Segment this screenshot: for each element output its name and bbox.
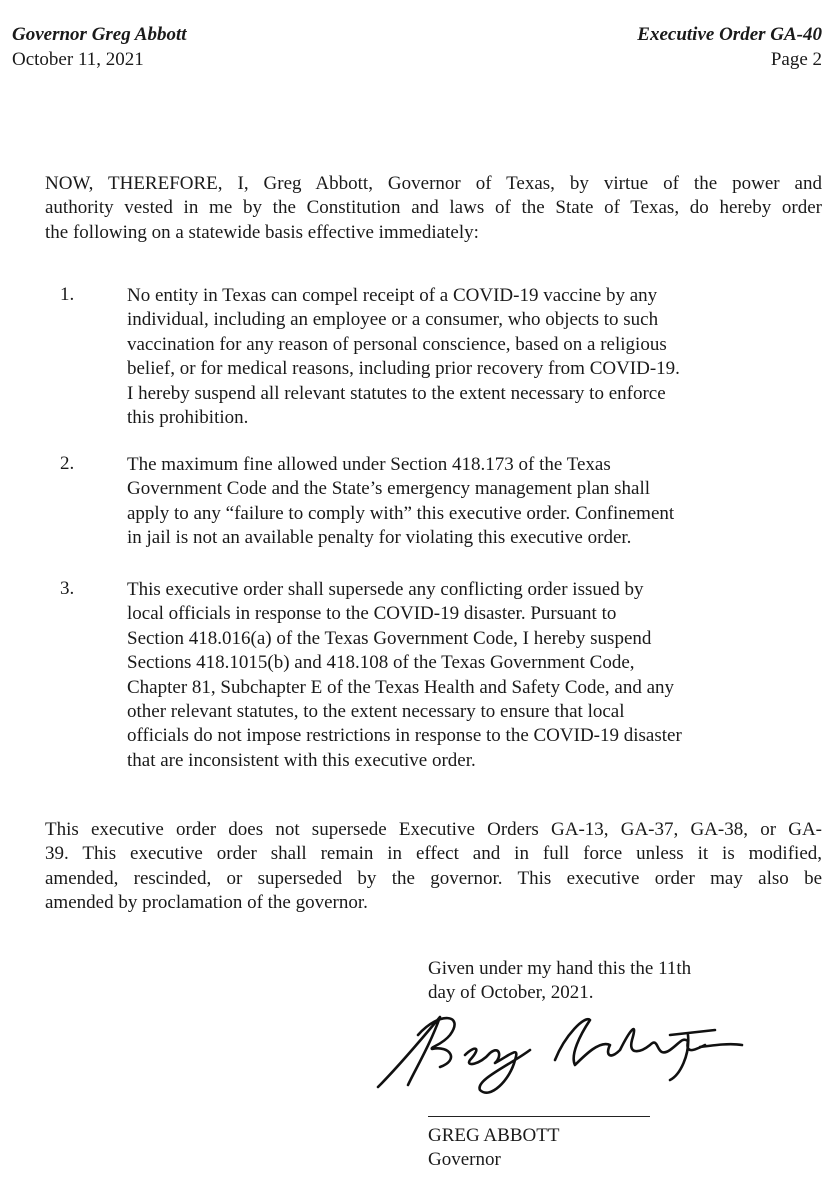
closing-paragraph	[45, 818, 822, 916]
text-line: this prohibition.	[127, 406, 249, 428]
item-number: 2.	[60, 453, 75, 474]
text-line: This executive order shall supersede any conflicting order issued by	[127, 579, 644, 600]
text-line: in jail is not an available penalty for violating this executive order.	[127, 527, 632, 549]
signature-line	[428, 1116, 650, 1117]
header-page-number: Page 2	[770, 49, 822, 70]
text-line: Chapter 81, Subchapter E of the Texas Health and Safety Code, and any	[127, 676, 675, 698]
header-governor-name: Governor Greg Abbott	[12, 24, 187, 45]
printed-name: GREG ABBOTT	[428, 1125, 560, 1146]
text-line: that are inconsistent with this executive order.	[127, 749, 476, 771]
header-date: October 11, 2021	[12, 49, 144, 70]
text-line: amended by proclamation of the governor.	[45, 892, 368, 914]
text-line: apply to any “failure to comply with” this executive order. Confinement	[127, 502, 675, 524]
text-line: authority vested in me by the Constitution and laws of the State of Texas, do hereby order	[45, 197, 822, 219]
text-line: belief, or for medical reasons, including prior recovery from COVID-19.	[127, 358, 680, 380]
order-item-3	[127, 578, 682, 773]
text-line: officials do not impose restrictions in response to the COVID-19 disaster	[127, 725, 682, 747]
text-line: amended, rescinded, or superseded by the governor. This executive order may also be	[45, 867, 822, 889]
text-line: Given under my hand this the 11th	[428, 958, 692, 979]
text-line: day of October, 2021.	[428, 982, 594, 1004]
text-line: I hereby suspend all relevant statutes to the extent necessary to enforce	[127, 382, 666, 404]
text-line: No entity in Texas can compel receipt of a COVID-19 vaccine by any	[127, 285, 658, 306]
text-line: Government Code and the State’s emergency management plan shall	[127, 478, 651, 500]
item-number: 1.	[60, 284, 75, 305]
text-line: The maximum fine allowed under Section 418.173 of the Texas	[127, 454, 611, 475]
text-line: This executive order does not supersede Executive Orders GA-13, GA-37, GA-38, or GA-	[45, 819, 822, 840]
given-under-hand	[428, 957, 691, 1006]
text-line: Section 418.016(a) of the Texas Government Code, I hereby suspend	[127, 627, 652, 649]
text-line: other relevant statutes, to the extent necessary to ensure that local	[127, 700, 625, 722]
text-line: individual, including an employee or a consumer, who objects to such	[127, 309, 659, 331]
header-order-number: Executive Order GA-40	[637, 24, 822, 45]
text-line: local officials in response to the COVID-19 disaster. Pursuant to	[127, 603, 617, 625]
order-item-1	[127, 284, 680, 430]
text-line: the following on a statewide basis effective immediately:	[45, 221, 479, 243]
text-line: Sections 418.1015(b) and 418.108 of the Texas Government Code,	[127, 652, 635, 674]
signature	[370, 1005, 760, 1100]
text-line: NOW, THEREFORE, I, Greg Abbott, Governor of Texas, by virtue of the power and	[45, 173, 822, 194]
signer-title: Governor	[428, 1149, 501, 1170]
item-number: 3.	[60, 578, 75, 599]
intro-paragraph	[45, 172, 822, 245]
text-line: vaccination for any reason of personal conscience, based on a religious	[127, 333, 667, 355]
order-item-2	[127, 453, 674, 551]
text-line: 39. This executive order shall remain in effect and in full force unless it is modified,	[45, 843, 822, 865]
